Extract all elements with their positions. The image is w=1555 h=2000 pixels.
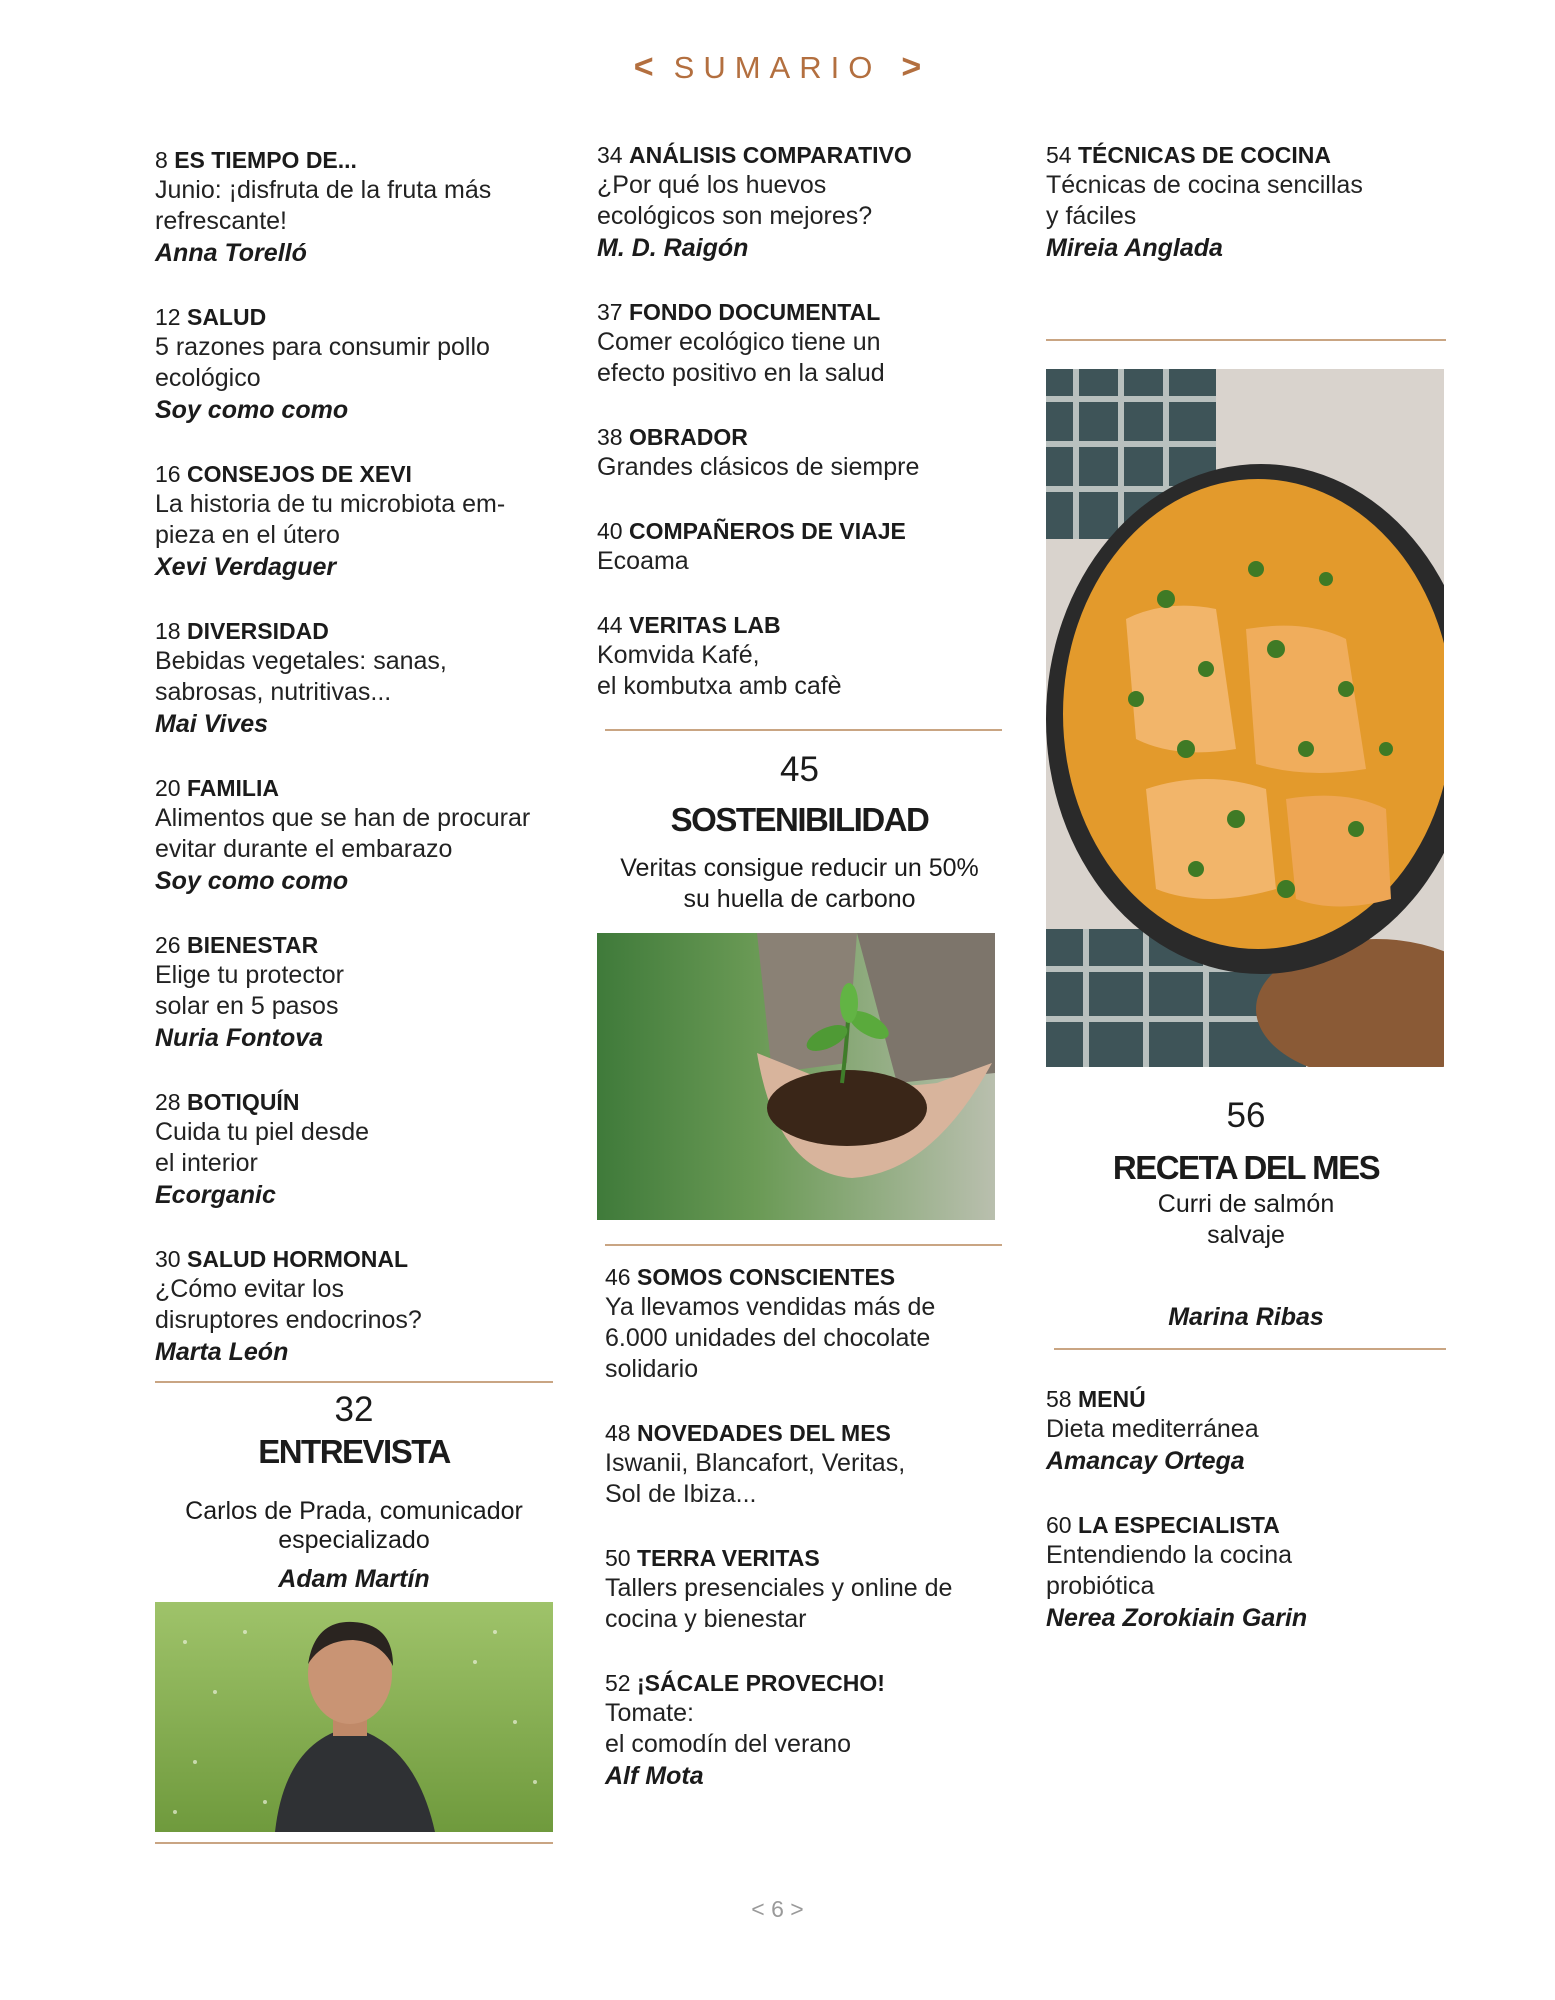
toc-description: Bebidas vegetales: sanas, (155, 647, 447, 675)
toc-author: Mai Vives (155, 710, 269, 738)
toc-entry[interactable] (605, 1262, 1002, 1385)
toc-entry[interactable] (1046, 1510, 1446, 1634)
toc-description: pieza en el útero (155, 521, 340, 549)
toc-section-title: TERRA VERITAS (636, 1545, 820, 1571)
toc-author: Xevi Verdaguer (155, 553, 337, 581)
toc-description: ¿Cómo evitar los (155, 1275, 344, 1303)
toc-author: Alf Mota (605, 1762, 704, 1790)
feature-number: 32 (334, 1390, 374, 1429)
toc-entry[interactable] (605, 1543, 1002, 1635)
toc-description: Tomate: (605, 1699, 694, 1727)
toc-description: Técnicas de cocina sencillas (1046, 171, 1363, 199)
toc-section-title: TÉCNICAS DE COCINA (1077, 142, 1331, 168)
toc-page-number: 20 (155, 775, 181, 801)
chevron-right-icon: > (901, 48, 922, 86)
toc-section-title: VERITAS LAB (628, 612, 781, 638)
toc-page-number: 16 (155, 461, 181, 487)
toc-section-title: DIVERSIDAD (186, 618, 329, 644)
toc-section-title: CONSEJOS DE XEVI (186, 461, 412, 487)
toc-page-number: 18 (155, 618, 181, 644)
toc-entry[interactable] (597, 516, 1002, 577)
toc-description: Tallers presenciales y online de (605, 1574, 953, 1602)
toc-description: solar en 5 pasos (155, 992, 339, 1020)
toc-entry[interactable] (597, 140, 1002, 264)
toc-description: disruptores endocrinos? (155, 1306, 422, 1334)
toc-section-title: SALUD HORMONAL (186, 1246, 409, 1272)
chevron-left-icon: < (633, 48, 654, 86)
toc-description: Sol de Ibiza... (605, 1480, 757, 1508)
toc-section-title: FAMILIA (186, 775, 279, 801)
toc-description: Dieta mediterránea (1046, 1415, 1259, 1443)
toc-description: solidario (605, 1355, 699, 1383)
toc-description: el kombutxa amb cafè (597, 672, 842, 700)
toc-entry[interactable] (155, 459, 553, 583)
toc-entry[interactable] (155, 930, 553, 1054)
divider (155, 1381, 553, 1383)
feature-author: Adam Martín (278, 1565, 430, 1593)
toc-section-title: LA ESPECIALISTA (1077, 1512, 1280, 1538)
toc-section-title: FONDO DOCUMENTAL (628, 299, 881, 325)
column-middle (597, 140, 1002, 1825)
toc-author: Amancay Ortega (1046, 1447, 1245, 1475)
toc-description: Alimentos que se han de procurar (155, 804, 531, 832)
toc-section-title: NOVEDADES DEL MES (636, 1420, 891, 1446)
toc-description: ecológicos son mejores? (597, 202, 873, 230)
toc-description: 6.000 unidades del chocolate (605, 1324, 931, 1352)
toc-section-title: SALUD (186, 304, 267, 330)
toc-section-title: MENÚ (1077, 1386, 1146, 1412)
feature-title: RECETA DEL MES (1112, 1149, 1380, 1186)
toc-author: Anna Torelló (155, 239, 307, 267)
page-number-value: 6 (771, 1896, 784, 1922)
toc-section-title: ES TIEMPO DE... (174, 147, 357, 173)
sumario-header (0, 48, 1555, 87)
toc-entry[interactable] (597, 610, 1002, 702)
toc-description: y fáciles (1046, 202, 1137, 230)
column-left (155, 145, 553, 1844)
divider (1054, 1348, 1446, 1350)
toc-description: Iswanii, Blancafort, Veritas, (605, 1449, 906, 1477)
plant-in-hands-photo (597, 933, 995, 1220)
sostenibilidad-feature[interactable] (597, 749, 1002, 915)
toc-description: refrescante! (155, 207, 288, 235)
toc-entry[interactable] (155, 302, 553, 426)
toc-description: Komvida Kafé, (597, 641, 760, 669)
feature-title: ENTREVISTA (258, 1433, 450, 1470)
toc-description: el comodín del verano (605, 1730, 851, 1758)
page-title: SUMARIO (673, 50, 882, 85)
toc-entry[interactable] (605, 1668, 1002, 1792)
chevron-right-icon: > (790, 1896, 804, 1922)
toc-page-number: 60 (1046, 1512, 1072, 1538)
toc-page-number: 52 (605, 1670, 631, 1696)
toc-entry[interactable] (155, 145, 553, 269)
toc-entry[interactable] (155, 1244, 553, 1368)
toc-description: Ya llevamos vendidas más de (605, 1293, 936, 1321)
toc-page-number: 50 (605, 1545, 631, 1571)
toc-description: Junio: ¡disfruta de la fruta más (155, 176, 492, 204)
toc-description: efecto positivo en la salud (597, 359, 885, 387)
toc-page-number: 37 (597, 299, 623, 325)
toc-author: Soy como como (155, 396, 349, 424)
toc-entry[interactable] (155, 616, 553, 740)
toc-description: probiótica (1046, 1572, 1155, 1600)
toc-list-right-top (1046, 140, 1446, 264)
feature-description: Curri de salmón salvaje (1157, 1190, 1335, 1249)
toc-page-number: 34 (597, 142, 623, 168)
toc-description: Cuida tu piel desde (155, 1118, 370, 1146)
feature-number: 45 (780, 750, 819, 789)
receta-feature[interactable] (1046, 1095, 1446, 1332)
toc-description: el interior (155, 1149, 258, 1177)
feature-number: 56 (1226, 1096, 1266, 1135)
toc-entry[interactable] (597, 297, 1002, 389)
toc-page-number: 54 (1046, 142, 1072, 168)
toc-list-left (155, 145, 553, 1368)
toc-page-number: 38 (597, 424, 623, 450)
toc-entry[interactable] (605, 1418, 1002, 1510)
toc-page-number: 44 (597, 612, 623, 638)
toc-section-title: ¡SÁCALE PROVECHO! (636, 1670, 885, 1696)
toc-description: 5 razones para consumir pollo (155, 333, 490, 361)
entrevista-feature[interactable] (155, 1389, 553, 1594)
interview-portrait-photo (155, 1602, 553, 1832)
toc-description: cocina y bienestar (605, 1605, 807, 1633)
feature-author: Marina Ribas (1168, 1303, 1324, 1331)
toc-page-number: 8 (155, 147, 168, 173)
toc-author: Mireia Anglada (1046, 234, 1223, 262)
divider (605, 729, 1002, 731)
salmon-curry-photo (1046, 369, 1444, 1067)
toc-page-number: 30 (155, 1246, 181, 1272)
toc-page-number: 28 (155, 1089, 181, 1115)
divider (155, 1842, 553, 1844)
toc-section-title: COMPAÑEROS DE VIAJE (628, 518, 906, 544)
toc-page-number: 46 (605, 1264, 631, 1290)
page-number (0, 1896, 1555, 1923)
toc-page-number: 48 (605, 1420, 631, 1446)
feature-title: SOSTENIBILIDAD (670, 801, 929, 838)
toc-author: Nerea Zorokiain Garin (1046, 1604, 1308, 1632)
feature-description: Veritas consigue reducir un 50% su huella de carbono (620, 854, 979, 913)
toc-section-title: SOMOS CONSCIENTES (636, 1264, 896, 1290)
toc-description: evitar durante el embarazo (155, 835, 453, 863)
toc-entry[interactable] (1046, 1384, 1446, 1477)
toc-list-middle-top (597, 140, 1002, 702)
toc-entry[interactable] (597, 422, 1002, 483)
divider (605, 1244, 1002, 1246)
toc-list-right-bottom (1046, 1384, 1446, 1634)
toc-list-middle-bottom (605, 1262, 1002, 1792)
toc-author: M. D. Raigón (597, 234, 749, 262)
toc-description: ¿Por qué los huevos (597, 171, 827, 199)
toc-section-title: ANÁLISIS COMPARATIVO (628, 142, 912, 168)
toc-page-number: 40 (597, 518, 623, 544)
divider (1046, 339, 1446, 341)
toc-description: Ecoama (597, 547, 689, 575)
toc-description: ecológico (155, 364, 261, 392)
toc-page-number: 58 (1046, 1386, 1072, 1412)
toc-section-title: OBRADOR (628, 424, 748, 450)
toc-section-title: BIENESTAR (186, 932, 319, 958)
toc-description: Comer ecológico tiene un (597, 328, 881, 356)
toc-description: Grandes clásicos de siempre (597, 453, 920, 481)
feature-description: Carlos de Prada, comunicador especializado (185, 1497, 523, 1554)
toc-section-title: BOTIQUÍN (186, 1089, 300, 1115)
toc-description: sabrosas, nutritivas... (155, 678, 392, 706)
chevron-left-icon: < (751, 1896, 765, 1922)
toc-entry[interactable] (155, 773, 553, 897)
toc-author: Marta León (155, 1338, 289, 1366)
toc-entry[interactable] (155, 1087, 553, 1211)
toc-description: Entendiendo la cocina (1046, 1541, 1293, 1569)
toc-author: Nuria Fontova (155, 1024, 324, 1052)
toc-page-number: 12 (155, 304, 181, 330)
toc-description: Elige tu protector (155, 961, 344, 989)
toc-author: Ecorganic (155, 1181, 276, 1209)
toc-entry[interactable] (1046, 140, 1446, 264)
toc-page-number: 26 (155, 932, 181, 958)
toc-description: La historia de tu microbiota em- (155, 490, 506, 518)
toc-author: Soy como como (155, 867, 349, 895)
column-right (1046, 140, 1446, 1667)
